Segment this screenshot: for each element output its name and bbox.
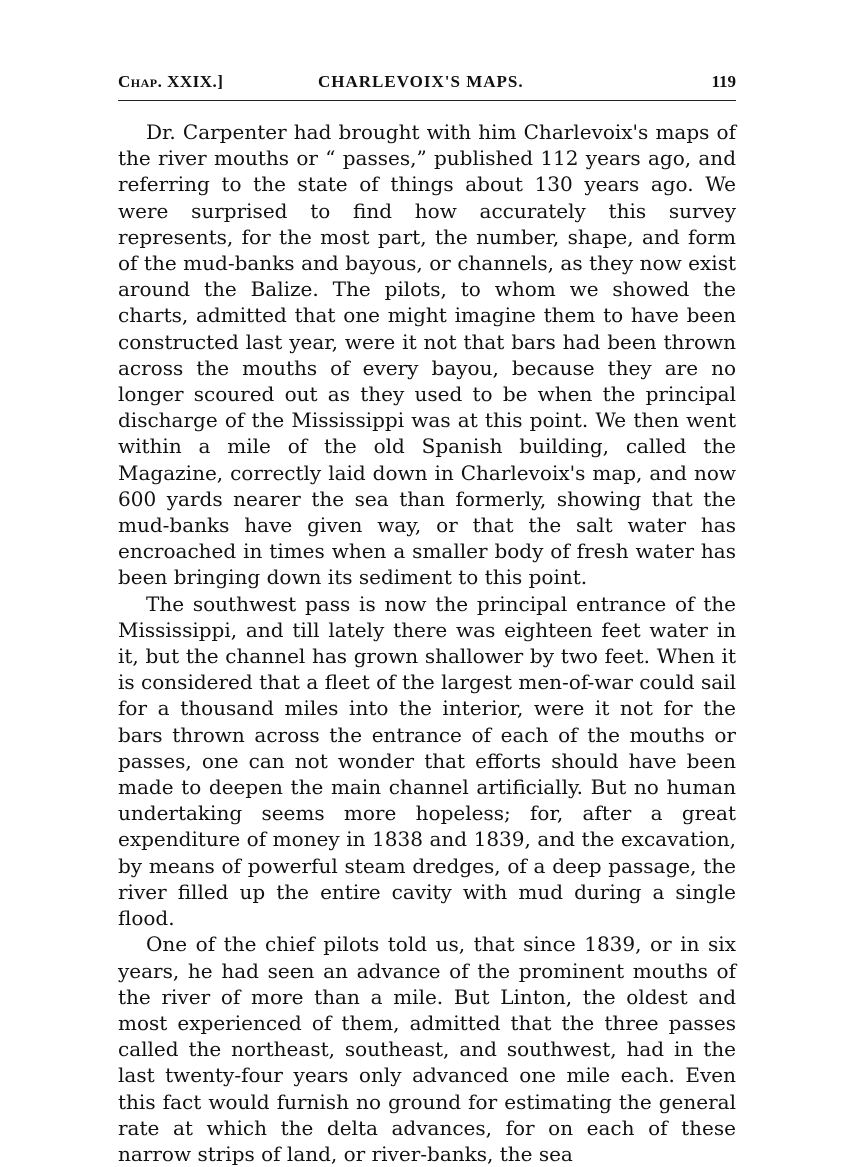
book-page — [118, 72, 736, 1166]
running-title: CHARLEVOIX'S MAPS. — [318, 72, 524, 91]
paragraph-2: The southwest pass is now the principal entrance of the Mississippi, and till lately there was eighteen feet water in it, but the channel has grown shallower by two feet. When it is considered that a fleet of the largest men-of-war could sail for a thousand miles into the interior, were it not for the bars thrown across the entrance of each of the mouths or passes, one can not wonder that efforts should have been made to deepen the main channel artificially. But no human undertaking seems more hopeless; for, after a great expenditure of money in 1838 and 1839, and the excavation, by means of powerful steam dredges, of a deep passage, the river filled up the entire cavity with mud during a single flood. — [118, 591, 736, 931]
paragraph-3: One of the chief pilots told us, that since 1839, or in six years, he had seen an advance of the prominent mouths of the river of more than a mile. But Linton, the oldest and most experienced of them, admitted that the three passes called the northeast, southeast, and southwest, had in the last twenty-four years only advanced one mile each. Even this fact would furnish no ground for estimating the general rate at which the delta advances, for on each of these narrow strips of land, or river-banks, the sea — [118, 932, 736, 1166]
running-head — [118, 72, 736, 96]
paragraph-1: Dr. Carpenter had brought with him Charlevoix's maps of the river mouths or “ passes,” published 112 years ago, and referring to the state of things about 130 years ago. We were surprised to find how accurately this survey represents, for the most part, the number, shape, and form of the mud-banks and bayous, or channels, as they now exist around the Balize. The pilots, to whom we showed the charts, admitted that one might imagine them to have been constructed last year, were it not that bars had been thrown across the mouths of every bayou, because they are no longer scoured out as they used to be when the principal discharge of the Mississippi was at this point. We then went within a mile of the old Spanish building, called the Magazine, correctly laid down in Charlevoix's map, and now 600 yards nearer the sea than formerly, showing that the mud-banks have given way, or that the salt water has encroached in times when a smaller body of fresh water has been bringing down its sediment to this point. — [118, 120, 736, 590]
chapter-label: Chap. XXIX.] — [118, 72, 224, 91]
page-number: 119 — [711, 72, 736, 91]
header-rule — [118, 100, 736, 101]
body-text — [118, 119, 736, 1167]
